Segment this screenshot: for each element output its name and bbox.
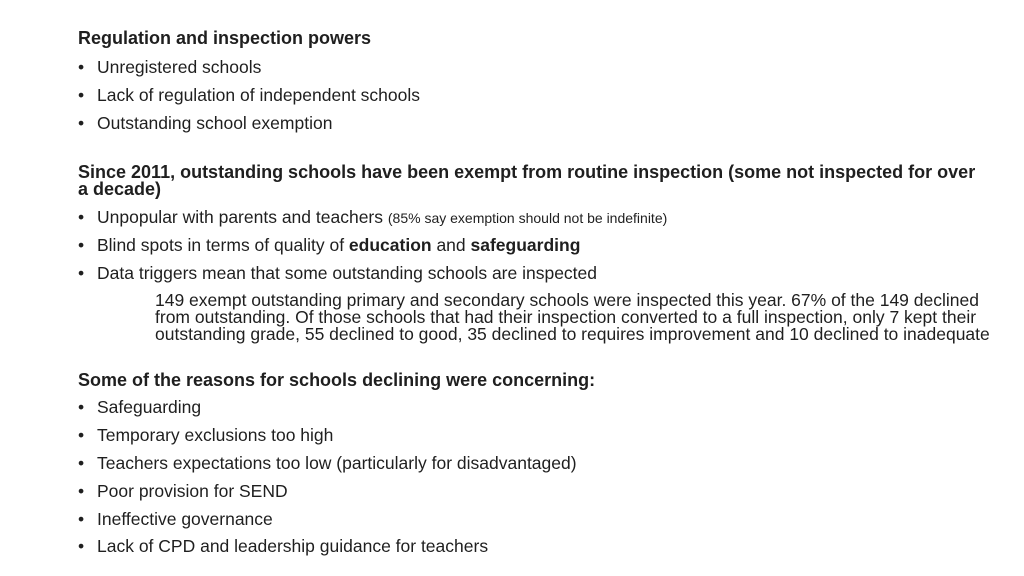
list-item [78,425,333,445]
bullet-icon: • [78,453,85,473]
list-item-text: and [431,235,471,255]
bullet-icon: • [78,235,85,255]
list-item [78,263,597,283]
list-item-text: Teachers expectations too low (particularly for disadvantaged) [97,453,577,473]
bullet-icon: • [78,481,85,501]
bullet-icon: • [78,536,85,556]
list-item-text: Lack of regulation of independent schools [97,85,421,105]
bullet-icon: • [78,113,85,133]
list-item-text: Ineffective governance [97,509,273,529]
emphasis-safeguarding: safeguarding [470,235,581,255]
list-item [78,536,488,556]
list-item-text: Blind spots in terms of quality of [97,235,349,255]
section-heading-regulation: Regulation and inspection powers [78,28,372,48]
list-item [78,397,201,417]
list-item [78,453,577,473]
list-item [78,57,261,77]
list-item-text: Unregistered schools [97,57,262,77]
bullet-icon: • [78,509,85,529]
list-item [78,85,420,105]
list-item [78,207,667,228]
bullet-icon: • [78,263,85,283]
bullet-icon: • [78,397,85,417]
emphasis-education: education [348,235,432,255]
list-item-text: Unpopular with parents and teachers [97,207,388,227]
list-item [78,235,580,255]
list-item-text: Outstanding school exemption [97,113,333,133]
section-heading-reasons: Some of the reasons for schools declining were concerning: [78,370,596,390]
list-item-text: Safeguarding [97,397,202,417]
list-item [78,113,332,133]
inspection-statistics-paragraph: 149 exempt outstanding primary and secondary schools were inspected this year. 67% of the 149 declined from outstanding. Of those schools that had their inspection converted to a full inspection, only 7 kept their outstanding grade, 55 declined to good, 35 declined to requires improvement and 10 declined to inadequate [155,290,990,344]
bullet-icon: • [78,425,85,445]
slide [78,0,998,576]
list-item-text: Temporary exclusions too high [97,425,334,445]
list-item-text: Data triggers mean that some outstanding schools are inspected [97,263,598,283]
list-item-text: Poor provision for SEND [97,481,288,501]
list-item [78,481,288,501]
list-item [78,509,273,529]
bullet-icon: • [78,207,85,227]
list-item-text: Lack of CPD and leadership guidance for teachers [97,536,489,556]
bullet-icon: • [78,57,85,77]
bullet-icon: • [78,85,85,105]
section-heading-exemption: Since 2011, outstanding schools have been exempt from routine inspection (some not inspected for over a decade) [78,162,976,199]
list-item-note: (85% say exemption should not be indefinite) [387,210,668,226]
